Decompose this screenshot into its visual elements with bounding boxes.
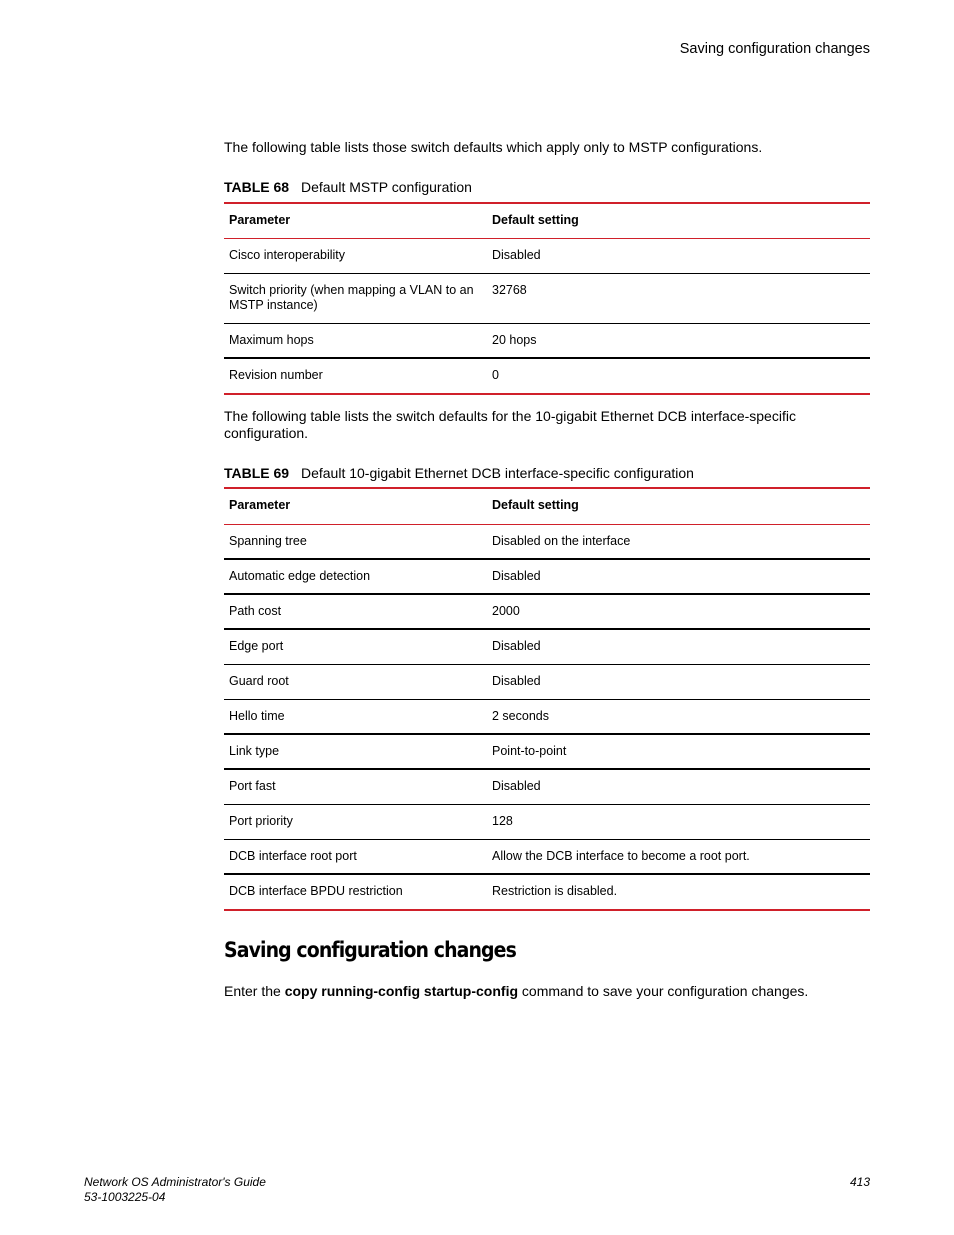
cell-parameter: Automatic edge detection <box>229 569 371 583</box>
cell-default: Disabled <box>492 673 541 688</box>
table-row <box>224 734 870 769</box>
column-header-default-setting: Default setting <box>492 213 579 227</box>
table-69 <box>224 487 870 911</box>
column-header-default-setting: Default setting <box>492 498 579 512</box>
table-69-caption <box>224 465 694 481</box>
cell-parameter: Edge port <box>229 639 284 653</box>
cell-default: 32768 <box>492 282 527 297</box>
footer-guide-title: Network OS Administrator's Guide <box>84 1175 266 1189</box>
cell-parameter: Revision number <box>229 368 323 382</box>
column-header-parameter: Parameter <box>229 213 291 227</box>
cell-default: Disabled <box>492 779 541 793</box>
cell-default: 2000 <box>492 604 520 618</box>
table-row <box>224 664 870 699</box>
table-row <box>224 559 870 594</box>
cell-parameter: Switch priority (when mapping a VLAN to an MSTP instance) <box>229 282 474 312</box>
table-header-row <box>224 488 870 524</box>
cell-default: Point-to-point <box>492 744 567 758</box>
intro-paragraph-dcb: The following table lists the switch defaults for the 10-gigabit Ethernet DCB interface-specific configuration. <box>224 408 796 441</box>
cell-parameter: Hello time <box>229 708 285 723</box>
cell-default: Allow the DCB interface to become a root port. <box>492 848 750 863</box>
table-row <box>224 524 870 559</box>
table-row <box>224 238 870 273</box>
table-row <box>224 629 870 664</box>
table-68-number: TABLE 68 <box>224 179 290 195</box>
table-69-title: Default 10-gigabit Ethernet DCB interface-specific configuration <box>300 465 694 481</box>
cell-parameter: Port fast <box>229 779 276 793</box>
table-header-row <box>224 203 870 238</box>
section-heading: Saving configuration changes <box>224 938 516 962</box>
table-row <box>224 769 870 804</box>
table-row <box>224 804 870 839</box>
cell-parameter: Link type <box>229 744 280 758</box>
command-text: copy running-config startup-config <box>284 983 519 999</box>
cell-parameter: DCB interface root port <box>229 848 357 863</box>
body-suffix: command to save your configuration changes. <box>518 983 809 999</box>
cell-default: 128 <box>492 813 513 828</box>
cell-default: Disabled <box>492 247 541 262</box>
cell-parameter: Maximum hops <box>229 332 314 347</box>
table-68 <box>224 202 870 395</box>
cell-default: Disabled on the interface <box>492 533 631 548</box>
cell-parameter: Path cost <box>229 604 282 618</box>
table-row <box>224 323 870 358</box>
cell-parameter: Cisco interoperability <box>229 247 346 262</box>
table-row <box>224 273 870 323</box>
cell-default: Disabled <box>492 639 541 653</box>
table-row <box>224 699 870 734</box>
cell-default: Disabled <box>492 569 541 583</box>
cell-parameter: Guard root <box>229 673 289 688</box>
intro-paragraph-mstp: The following table lists those switch defaults which apply only to MSTP configurations. <box>224 139 763 155</box>
footer-page-number: 413 <box>849 1175 870 1189</box>
cell-default: Restriction is disabled. <box>492 884 618 898</box>
cell-parameter: Port priority <box>229 813 293 828</box>
table-68-title: Default MSTP configuration <box>300 179 472 195</box>
column-header-parameter: Parameter <box>229 498 291 512</box>
table-row <box>224 594 870 629</box>
table-row <box>224 839 870 874</box>
cell-parameter: DCB interface BPDU restriction <box>229 884 403 898</box>
section-body <box>224 983 808 999</box>
cell-default: 0 <box>492 368 499 382</box>
body-prefix: Enter the <box>224 983 285 999</box>
cell-parameter: Spanning tree <box>229 533 307 548</box>
footer-doc-number: 53-1003225-04 <box>84 1190 166 1204</box>
cell-default: 2 seconds <box>492 708 549 723</box>
cell-default: 20 hops <box>492 332 537 347</box>
table-69-number: TABLE 69 <box>224 465 290 481</box>
running-header: Saving configuration changes <box>679 41 870 57</box>
table-row <box>224 874 870 910</box>
table-row <box>224 358 870 394</box>
table-68-caption <box>224 179 472 195</box>
